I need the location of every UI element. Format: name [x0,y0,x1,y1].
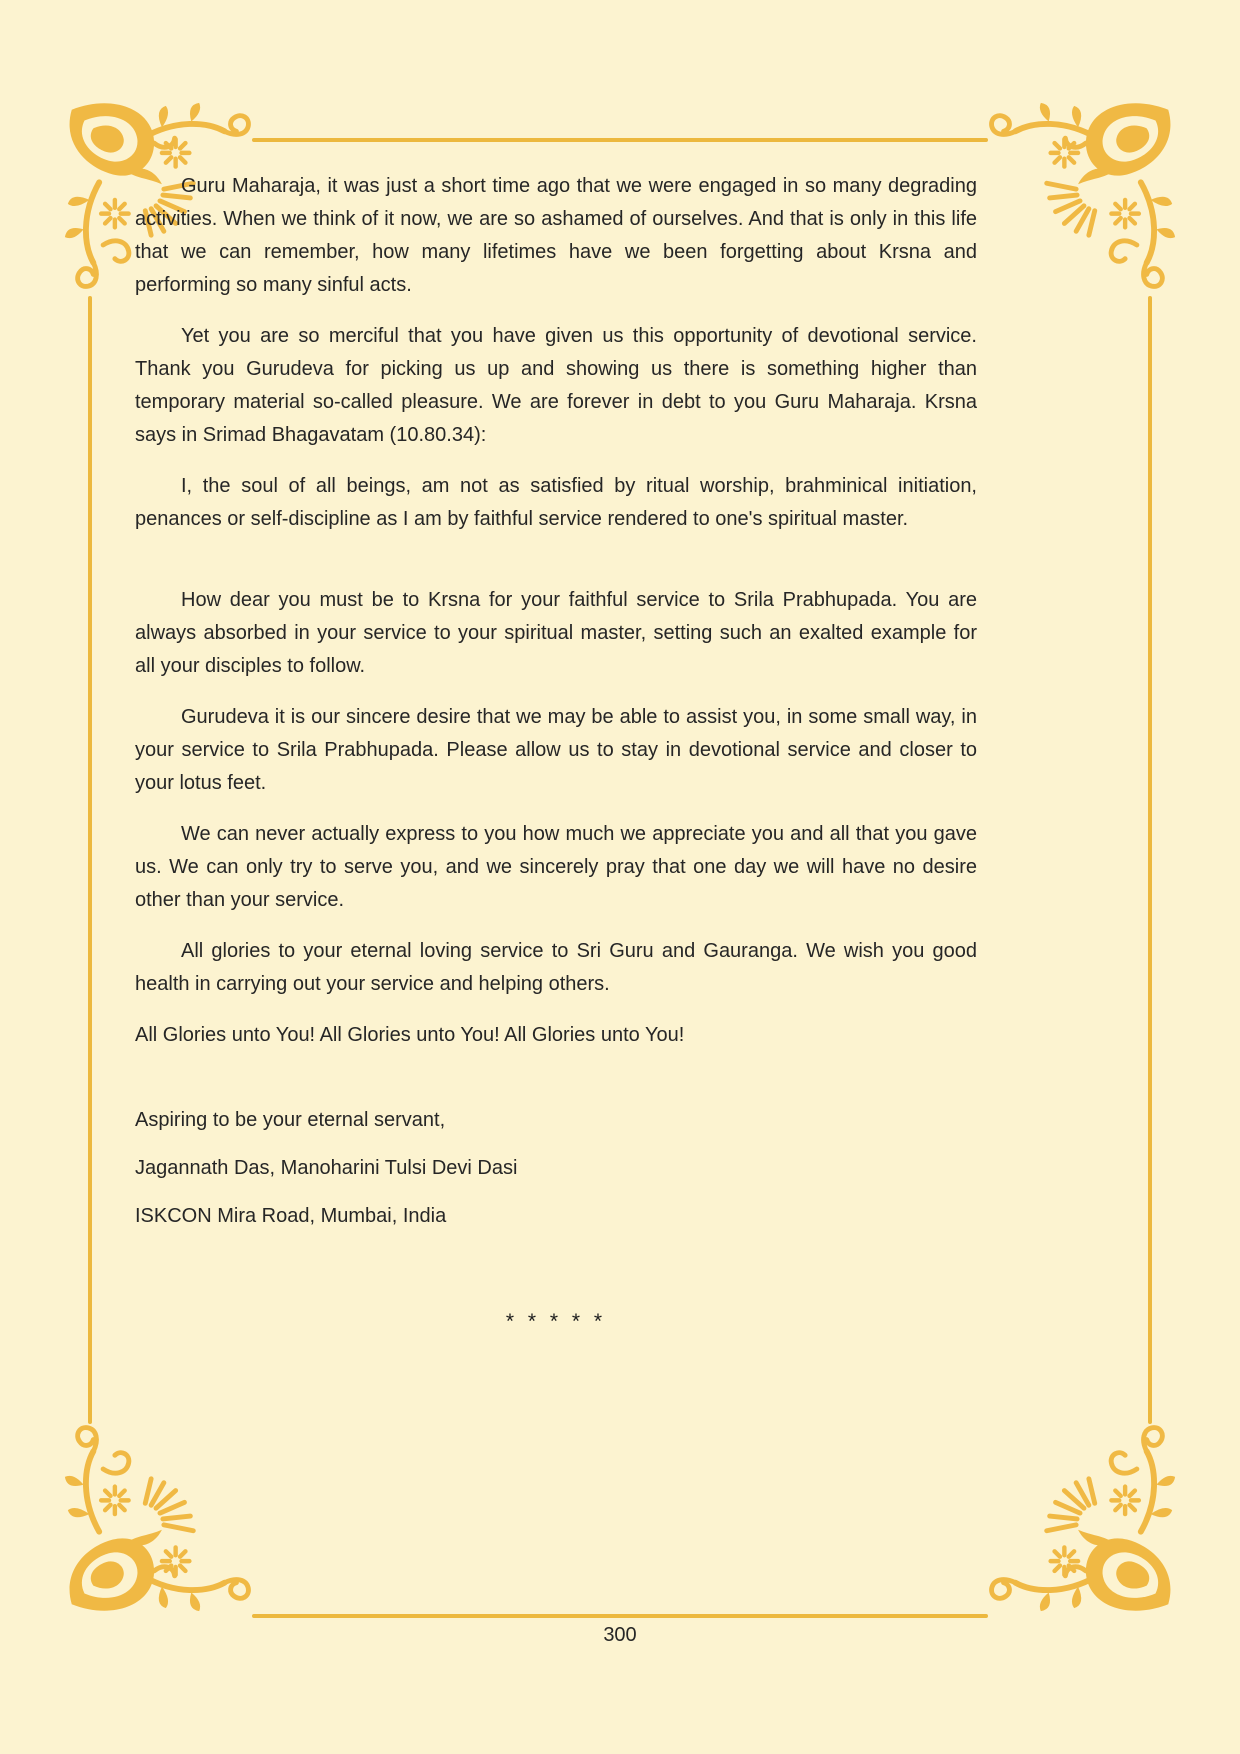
signature-line-aspiring: Aspiring to be your eternal servant, [135,1109,446,1131]
paragraph-mercy: Yet you are so merciful that you have given us this opportunity of devotional service. Thank you Gurudeva for picking us up and showing us there is something higher than temporary material so-called pleasure. We are forever in debt to you Guru Maharaja. Krsna says in Srimad Bhagavatam (10.80.34): [135,325,977,446]
signature-line-location: ISKCON Mira Road, Mumbai, India [135,1205,447,1227]
border-top-line [252,138,988,142]
paragraph-all-glories: All glories to your eternal loving service to Sri Guru and Gauranga. We wish you good health in carrying out your service and helping others. [135,940,977,995]
paragraph-faithful-service: How dear you must be to Krsna for your faithful service to Srila Prabhupada. You are always absorbed in your service to your spiritual master, setting such an exalted example for all your disciples to follow. [135,589,977,677]
signature-block [135,1104,977,1233]
paragraph-appreciation: We can never actually express to you how much we appreciate you and all that you gave us. We can only try to serve you, and we sincerely pray that one day we will have no desire other than your service. [135,823,977,911]
signature-line-names: Jagannath Das, Manoharini Tulsi Devi Dasi [135,1157,518,1179]
border-left-line [88,296,92,1424]
corner-ornament-icon [984,98,1180,294]
asterisk-separator: * * * * * [505,1310,607,1333]
paragraph-opening: Guru Maharaja, it was just a short time ago that we were engaged in so many degrading activities. When we think of it now, we are so ashamed of ourselves. And that is only in this life that we can remember, how many lifetimes have we been forgetting about Krsna and performing so many sinful acts. [135,175,977,296]
border-right-line [1148,296,1152,1424]
corner-ornament-icon [60,1420,256,1616]
corner-ornament-icon [984,1420,1180,1616]
glories-refrain: All Glories unto You! All Glories unto You! All Glories unto You! [135,1024,685,1046]
letter-body [135,170,977,1338]
border-bottom-line [252,1614,988,1618]
paragraph-sincere-desire: Gurudeva it is our sincere desire that we may be able to assist you, in some small way, in your service to Srila Prabhupada. Please allow us to stay in devotional service and closer to your lotus feet. [135,706,977,794]
page-number: 300 [603,1624,637,1646]
paragraph-bhagavatam-quote: I, the soul of all beings, am not as satisfied by ritual worship, brahminical initiation, penances or self-discipline as I am by faithful service rendered to one's spiritual master. [135,475,977,530]
